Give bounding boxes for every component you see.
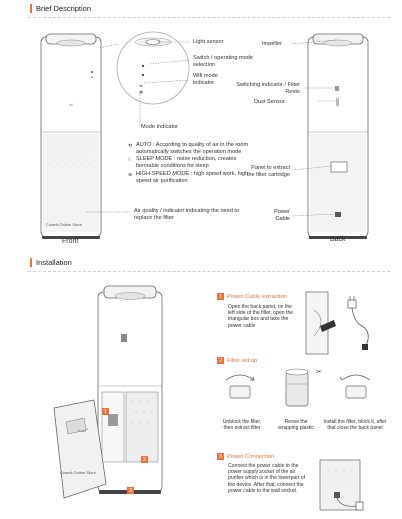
filter-panel-label: Panel to extract the filter cartridge — [246, 165, 290, 178]
mode-icon: ✲ — [139, 90, 144, 96]
front-store-tag: Cosmit Online Store — [46, 222, 82, 227]
step-3-connection-illustration — [312, 458, 372, 514]
high-speed-label: HIGH-SPEED MODE : high speed work, high speed air purification — [136, 171, 249, 184]
step-2-caption-1: Unblock the filter, then extract filter — [222, 419, 262, 431]
wifi-icon: ◡ — [139, 82, 144, 88]
detached-panel-illustration — [50, 400, 110, 500]
step-2-title-text: Filter set up — [227, 357, 258, 364]
step-1-title-text: Power Cable extraction — [227, 293, 287, 300]
impeller-label: Impeller — [262, 41, 282, 47]
high-speed-icon: ≋ — [128, 172, 133, 178]
callout-2: 2 — [142, 456, 147, 463]
section-accent-bar — [30, 258, 32, 267]
power-cable-label: Power Cable — [274, 209, 290, 222]
install-section-title: Installation — [36, 258, 72, 267]
step-2-caption-3: Install the filter, block it, after that close the back panel — [323, 419, 387, 431]
step-3-title — [217, 453, 274, 460]
step-1-panel-illustration — [300, 290, 342, 356]
scissors-icon: ✂ — [316, 369, 322, 376]
auto-mode-label: AUTO : According to quality of air in the room automatically switches the operation mode — [136, 142, 249, 155]
auto-mode-icon: ⟲ — [128, 143, 133, 149]
svg-text:mi: mi — [68, 102, 74, 107]
brief-section-title: Brief Description — [36, 4, 92, 13]
power-plug-illustration — [346, 292, 376, 352]
callout-3: 3 — [128, 487, 133, 494]
step-3-title-text: Power Connection — [227, 453, 275, 460]
step-2-number: 2 — [218, 357, 223, 364]
switching-indicator-label: Switching indicator / Filter Reste — [236, 82, 300, 95]
dust-sensor-label: Dust Sensor — [254, 99, 285, 105]
install-store-tag: Cosmit Online Store — [60, 470, 96, 475]
light-sensor-label: Light sensor — [193, 39, 224, 45]
callout-1: 1 — [103, 408, 108, 415]
install-divider — [28, 271, 390, 272]
step-1-number: 1 — [218, 293, 223, 300]
step-2-caption-2: Reove the wrapping plastic — [278, 419, 314, 431]
sleep-mode-label: SLEEP MODE : noise reduction, creates favorable conditions for sleep — [136, 156, 237, 169]
back-caption: Back — [330, 236, 346, 243]
step-2-unblock-illustration — [222, 372, 258, 412]
front-caption: Front — [62, 238, 79, 245]
step-2-title — [217, 357, 257, 364]
step-3-number: 3 — [218, 453, 223, 460]
wifi-mode-label: Wifi mode indicator — [193, 73, 218, 86]
step-1-text: Open the back panel, on the left side of the filter, open the triangular box and take the power cable — [228, 304, 294, 329]
air-quality-label: Air quality / indicator indicating the need to replace the filter — [134, 208, 240, 221]
install-section-header — [30, 258, 72, 267]
mode-indicator-label: Mode Indicator — [141, 124, 179, 130]
step-1-title — [217, 293, 287, 300]
step-2-install-illustration — [338, 372, 374, 412]
switch-mode-label: Switch / operating mode selection — [193, 55, 254, 68]
step-3-text: Connect the power cable to the power supply socket of the air purifier which is in the lowerpart of the device. After that, connect the power cable to the wall socket. — [228, 463, 306, 494]
sleep-mode-icon: ☾ — [128, 157, 133, 163]
step-2-filter-illustration — [280, 366, 314, 410]
